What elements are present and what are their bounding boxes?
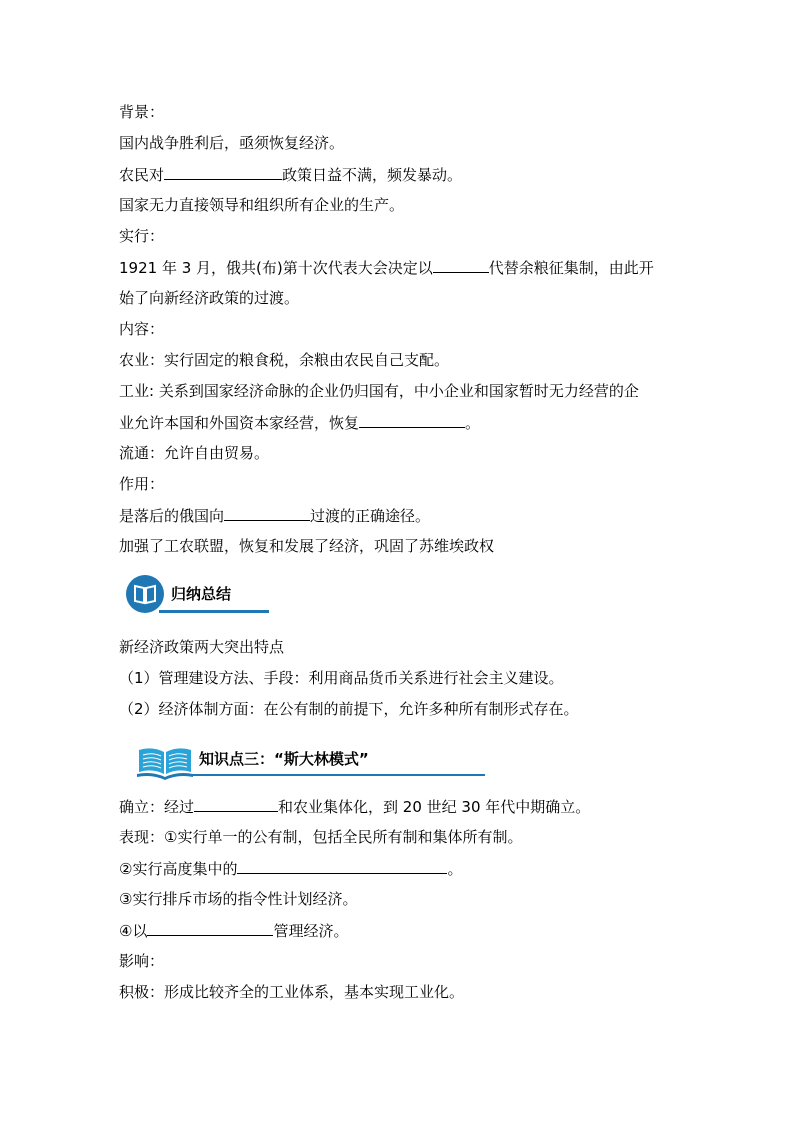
text-fragment: 1921 年 3 月，俄共(布)第十次代表大会决定以 xyxy=(119,259,433,277)
knowledge-point-title: 知识点三：“斯大林模式” xyxy=(199,750,369,768)
fill-blank-line xyxy=(119,160,679,191)
text-fragment: 。 xyxy=(465,414,481,432)
fill-blank-line xyxy=(119,253,679,284)
knowledge-point-header xyxy=(119,740,679,786)
summary-title: 归纳总结 xyxy=(171,585,232,603)
answer-blank[interactable] xyxy=(147,916,273,936)
text-line: 表现：①实行单一的公有制，包括全民所有制和集体所有制。 xyxy=(119,828,523,846)
fill-blank-line xyxy=(119,408,679,439)
text-fragment: 。 xyxy=(447,860,463,878)
text-fragment: 管理经济。 xyxy=(273,922,349,940)
text-fragment: 确立：经过 xyxy=(119,798,195,816)
answer-blank[interactable] xyxy=(237,854,447,874)
text-line: 农业：实行固定的粮食税，余粮由农民自己支配。 xyxy=(119,351,450,369)
summary-section-header xyxy=(119,575,679,619)
text-line: 加强了工农联盟，恢复和发展了经济，巩固了苏维埃政权 xyxy=(119,537,495,555)
text-line: 背景： xyxy=(119,103,165,121)
document-body xyxy=(119,98,679,1009)
header-underline xyxy=(185,774,485,776)
text-line: 影响： xyxy=(119,952,165,970)
text-fragment: ②实行高度集中的 xyxy=(119,860,238,878)
text-line: 流通：允许自由贸易。 xyxy=(119,444,270,462)
book-icon xyxy=(126,575,164,613)
text-line: ③实行排斥市场的指令性计划经济。 xyxy=(119,890,358,908)
text-line: 内容： xyxy=(119,320,165,338)
text-line: 国内战争胜利后，亟须恢复经济。 xyxy=(119,134,345,152)
fill-blank-line xyxy=(119,792,679,823)
text-line: 实行： xyxy=(119,227,165,245)
text-fragment: 过渡的正确途径。 xyxy=(310,507,431,525)
answer-blank[interactable] xyxy=(359,408,465,428)
answer-blank[interactable] xyxy=(224,501,310,521)
text-fragment: 政策日益不满，频发暴动。 xyxy=(282,166,463,184)
text-line: 作用： xyxy=(119,475,165,493)
text-line: 工业: 关系到国家经济命脉的企业仍归国有，中小企业和国家暂时无力经营的企 xyxy=(119,382,639,400)
fill-blank-line xyxy=(119,854,679,885)
answer-blank[interactable] xyxy=(194,792,278,812)
text-line: 新经济政策两大突出特点 xyxy=(119,638,285,656)
text-line: 始了向新经济政策的过渡。 xyxy=(119,289,300,307)
text-line: 国家无力直接领导和组织所有企业的生产。 xyxy=(119,196,405,214)
header-underline xyxy=(159,610,269,613)
text-line: （1）管理建设方法、手段：利用商品货币关系进行社会主义建设。 xyxy=(119,669,564,687)
fill-blank-line xyxy=(119,501,679,532)
answer-blank[interactable] xyxy=(164,160,282,180)
text-fragment: 是落后的俄国向 xyxy=(119,507,225,525)
answer-blank[interactable] xyxy=(433,253,489,273)
text-fragment: 代替余粮征集制，由此开 xyxy=(488,259,654,277)
text-fragment: 业允许本国和外国资本家经营，恢复 xyxy=(119,414,360,432)
text-line: （2）经济体制方面：在公有制的前提下，允许多种所有制形式存在。 xyxy=(119,700,579,718)
text-fragment: 农民对 xyxy=(119,166,165,184)
text-line: 积极：形成比较齐全的工业体系，基本实现工业化。 xyxy=(119,983,465,1001)
fill-blank-line xyxy=(119,916,679,947)
text-fragment: 和农业集体化，到 20 世纪 30 年代中期确立。 xyxy=(278,798,591,816)
text-fragment: ④以 xyxy=(119,922,148,940)
